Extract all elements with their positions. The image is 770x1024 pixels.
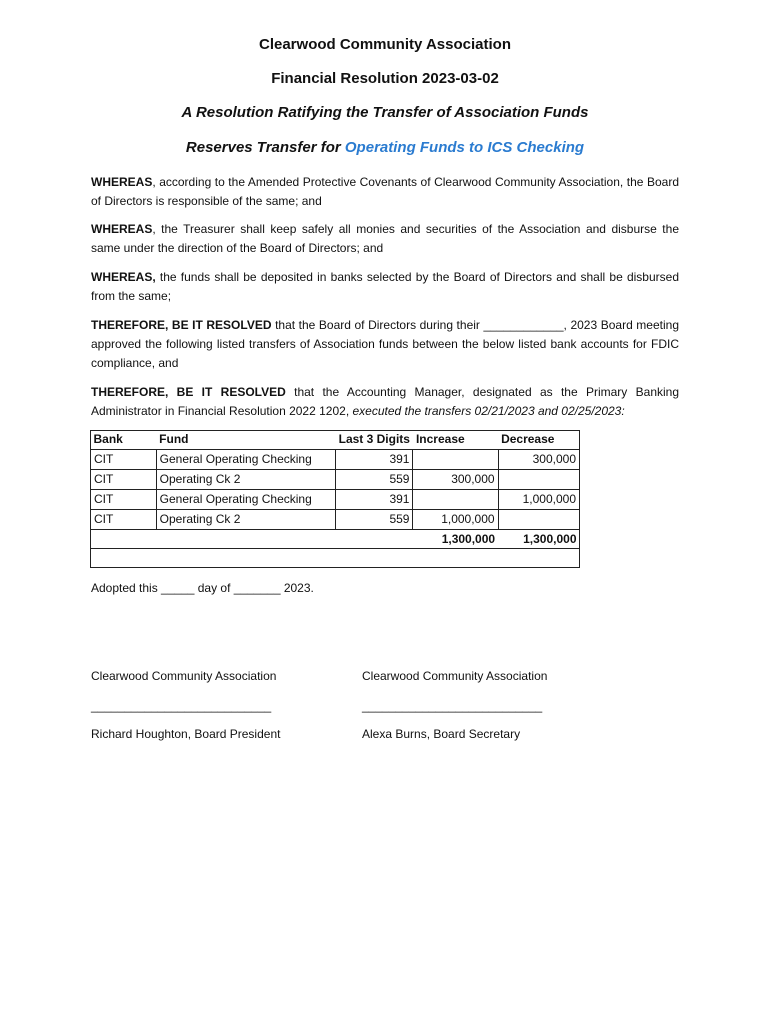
right-signatory-name: Alexa Burns, Board Secretary (362, 727, 521, 741)
whereas-lead: WHEREAS, (91, 270, 156, 284)
whereas-text: , the Treasurer shall keep safely all monies and securities of the Association and disburse the same under the direction of the Board of Directors; and (91, 222, 679, 255)
resolved-text: that the Accounting Manager, designated as the Primary Banking Administrator in Financial Resolution 2022 1202, (91, 385, 680, 418)
cell-increase (413, 490, 498, 510)
resolved-paragraph-2 (91, 383, 679, 421)
table-row (91, 470, 580, 490)
cell-fund: General Operating Checking (156, 490, 335, 510)
transfer-table (90, 430, 580, 549)
total-increase: 1,300,000 (413, 530, 498, 550)
whereas-paragraph-1 (91, 173, 679, 211)
transfer-heading (0, 139, 770, 156)
cell-fund: Operating Ck 2 (156, 470, 335, 490)
cell-last-digits: 559 (336, 470, 413, 490)
cell-fund: Operating Ck 2 (156, 510, 335, 530)
adopted-line: Adopted this _____ day of _______ 2023. (91, 581, 314, 595)
cell-increase (413, 450, 498, 470)
org-title: Clearwood Community Association (259, 36, 511, 53)
resolved-italic: executed the transfers 02/21/2023 and 02/25/2023: (352, 404, 625, 418)
resolved-paragraph-1 (91, 316, 679, 373)
col-header-increase: Increase (413, 430, 498, 450)
cell-last-digits: 559 (336, 510, 413, 530)
resolved-lead: THEREFORE, BE IT RESOLVED (91, 318, 272, 332)
left-signature-line: ___________________________ (91, 699, 272, 713)
table-row (91, 490, 580, 510)
cell-last-digits: 391 (336, 490, 413, 510)
whereas-lead: WHEREAS (91, 175, 153, 189)
cell-decrease (498, 510, 579, 530)
cell-bank: CIT (91, 510, 157, 530)
transfer-prefix: Reserves Transfer for (185, 139, 345, 156)
col-header-bank: Bank (91, 430, 157, 450)
whereas-text: , according to the Amended Protective Covenants of Clearwood Community Association, the Board of Directors is responsible of the same; and (91, 175, 679, 208)
col-header-fund: Fund (156, 430, 335, 450)
cell-fund: General Operating Checking (156, 450, 335, 470)
col-header-last-digits: Last 3 Digits (336, 430, 413, 450)
resolution-subtitle: A Resolution Ratifying the Transfer of Association Funds (181, 104, 589, 121)
table-total-row (91, 530, 580, 550)
table-row (91, 510, 580, 530)
cell-bank: CIT (91, 470, 157, 490)
resolution-number: Financial Resolution 2023-03-02 (271, 70, 499, 87)
total-decrease: 1,300,000 (498, 530, 579, 550)
resolved-lead: THEREFORE, BE IT RESOLVED (91, 385, 286, 399)
whereas-lead: WHEREAS (91, 222, 153, 236)
table-header-row (91, 430, 580, 450)
left-signatory-name: Richard Houghton, Board President (91, 727, 281, 741)
right-signature-line: ___________________________ (362, 699, 543, 713)
whereas-paragraph-2 (91, 220, 679, 258)
cell-bank: CIT (91, 450, 157, 470)
transfer-highlight: Operating Funds to ICS Checking (344, 139, 585, 156)
cell-increase: 1,000,000 (413, 510, 498, 530)
cell-decrease (498, 470, 579, 490)
whereas-text: the funds shall be deposited in banks selected by the Board of Directors and shall be disbursed from the same; (91, 270, 679, 303)
col-header-decrease: Decrease (498, 430, 579, 450)
left-signature-org: Clearwood Community Association (91, 669, 277, 683)
cell-last-digits: 391 (336, 450, 413, 470)
cell-decrease: 1,000,000 (498, 490, 579, 510)
table-row (91, 450, 580, 470)
resolved-text: that the Board of Directors during their ____________, 2023 Board meeting approved the following listed transfers of Association funds between the below listed bank accounts for FDIC compliance, and (91, 318, 680, 370)
cell-increase: 300,000 (413, 470, 498, 490)
whereas-paragraph-3 (91, 268, 679, 306)
right-signature-org: Clearwood Community Association (362, 669, 548, 683)
cell-bank: CIT (91, 490, 157, 510)
cell-decrease: 300,000 (498, 450, 579, 470)
